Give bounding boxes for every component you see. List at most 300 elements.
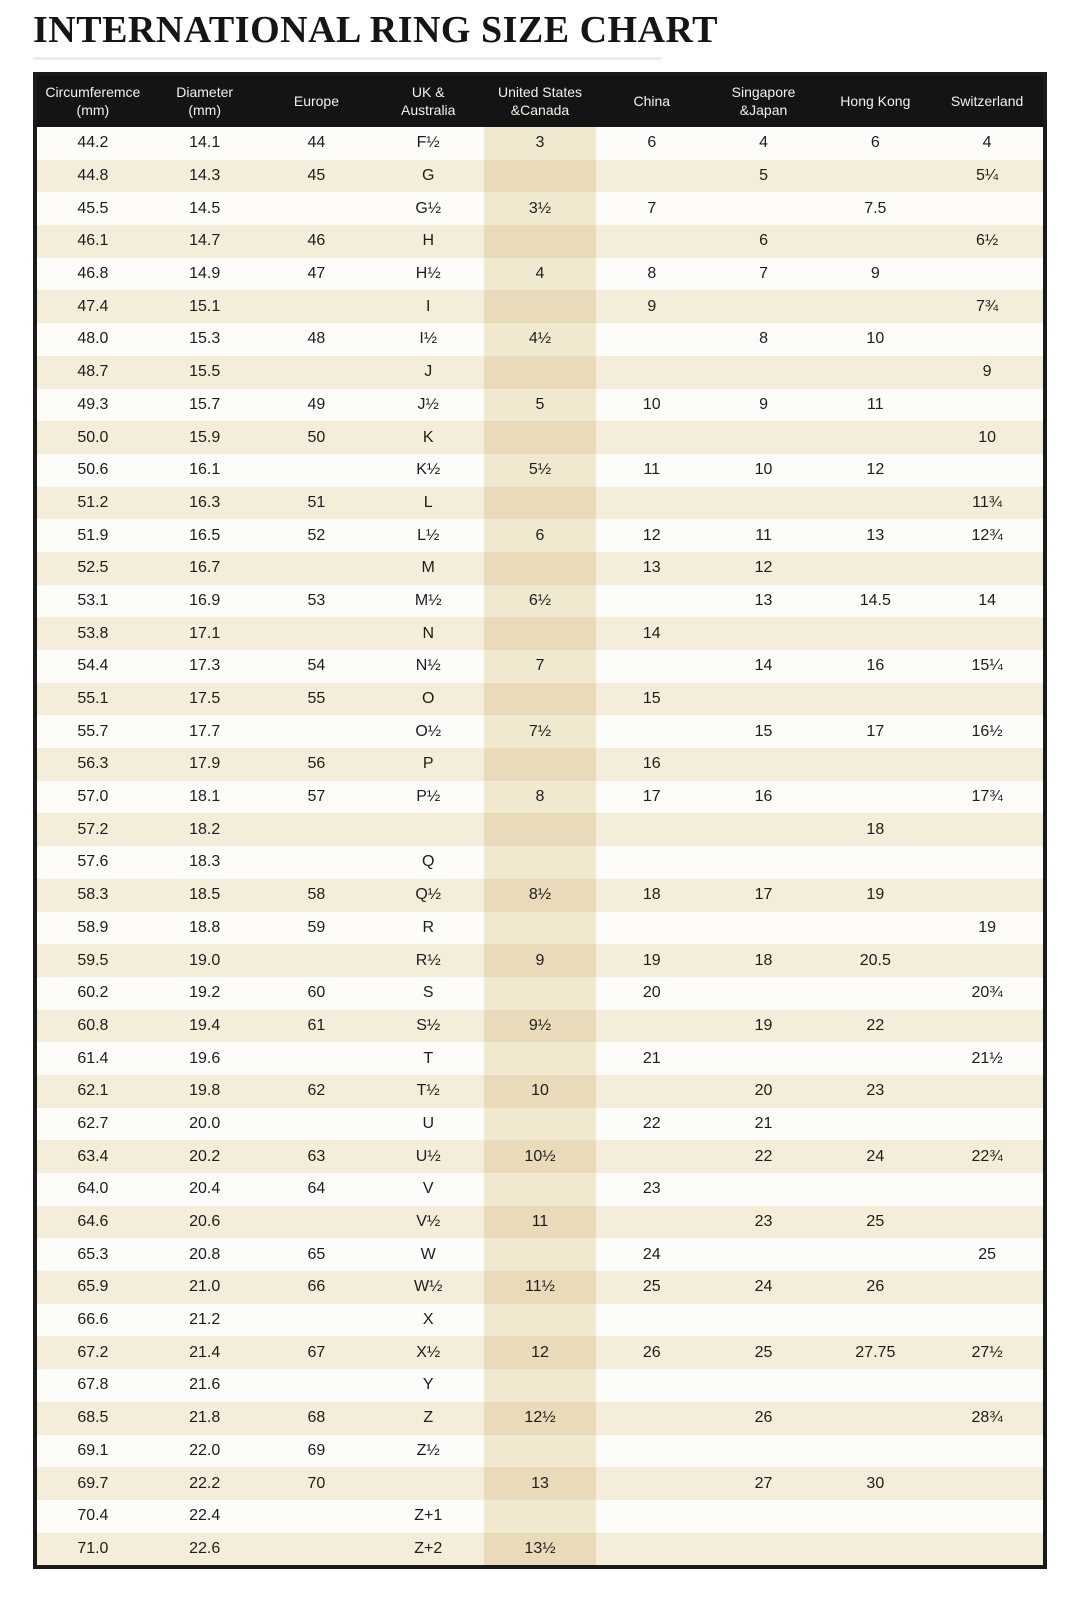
cell-china <box>596 1304 708 1337</box>
table-row <box>37 585 1043 618</box>
cell-circumference: 64.6 <box>77 1213 109 1231</box>
cell-singapore-japan <box>708 356 820 389</box>
cell-china: 20 <box>642 984 661 1002</box>
cell-circumference: 46.8 <box>77 265 109 283</box>
cell-circumference: 53.1 <box>77 591 109 609</box>
cell-uk-australia: H½ <box>415 265 441 283</box>
cell-switzerland: 21½ <box>971 1049 1003 1067</box>
cell-europe: 49 <box>307 395 326 413</box>
cell-europe: 54 <box>307 657 326 675</box>
cell-china <box>596 813 708 846</box>
cell-china <box>596 1533 708 1566</box>
cell-hong-kong: 12 <box>866 461 885 479</box>
table-row <box>37 127 1043 160</box>
cell-hong-kong <box>819 356 931 389</box>
table-row <box>37 1271 1043 1304</box>
cell-hong-kong: 19 <box>866 886 885 904</box>
table-row <box>37 192 1043 225</box>
cell-singapore-japan <box>708 1435 820 1468</box>
cell-switzerland: 11¾ <box>972 493 1003 511</box>
cell-us-canada: 4 <box>484 258 596 291</box>
cell-europe <box>261 1304 373 1337</box>
cell-singapore-japan: 13 <box>754 591 773 609</box>
cell-diameter: 14.5 <box>189 199 221 217</box>
cell-switzerland <box>931 1304 1043 1337</box>
cell-singapore-japan: 14 <box>754 657 773 675</box>
cell-switzerland: 27½ <box>971 1343 1003 1361</box>
table-row <box>37 1010 1043 1043</box>
cell-circumference: 68.5 <box>77 1409 109 1427</box>
table-row <box>37 1500 1043 1533</box>
cell-uk-australia: L½ <box>417 526 440 544</box>
cell-diameter: 16.3 <box>189 493 221 511</box>
cell-singapore-japan: 5 <box>759 167 768 185</box>
cell-europe: 60 <box>307 984 326 1002</box>
cell-hong-kong: 24 <box>866 1147 885 1165</box>
cell-china: 12 <box>642 526 661 544</box>
cell-uk-australia: G <box>421 167 435 185</box>
cell-switzerland <box>931 1500 1043 1533</box>
cell-diameter: 18.8 <box>189 918 221 936</box>
cell-us-canada: 11½ <box>484 1271 596 1304</box>
cell-circumference: 51.9 <box>77 526 109 544</box>
cell-uk-australia: N <box>422 624 434 642</box>
cell-us-canada <box>484 683 596 716</box>
cell-europe: 53 <box>307 591 326 609</box>
cell-europe: 50 <box>307 428 326 446</box>
cell-singapore-japan: 12 <box>754 559 773 577</box>
cell-europe <box>261 617 373 650</box>
cell-circumference: 53.8 <box>77 624 109 642</box>
cell-circumference: 67.2 <box>77 1343 109 1361</box>
cell-switzerland: 28¾ <box>971 1409 1003 1427</box>
cell-china: 23 <box>642 1180 661 1198</box>
cell-singapore-japan: 4 <box>759 134 768 152</box>
cell-us-canada: 8 <box>484 781 596 814</box>
cell-hong-kong: 16 <box>866 657 885 675</box>
table-row <box>37 1533 1043 1566</box>
table-row <box>37 715 1043 748</box>
cell-europe: 61 <box>307 1016 326 1034</box>
cell-hong-kong: 25 <box>866 1213 885 1231</box>
cell-us-canada: 5 <box>484 389 596 422</box>
cell-singapore-japan: 8 <box>759 330 768 348</box>
cell-diameter: 20.4 <box>189 1180 221 1198</box>
cell-diameter: 20.2 <box>189 1147 221 1165</box>
cell-diameter: 17.9 <box>189 755 221 773</box>
cell-china <box>596 585 708 618</box>
cell-singapore-japan: 22 <box>754 1147 773 1165</box>
cell-us-canada <box>484 290 596 323</box>
cell-singapore-japan: 25 <box>754 1343 773 1361</box>
cell-china <box>596 846 708 879</box>
cell-hong-kong <box>819 781 931 814</box>
cell-diameter: 14.9 <box>189 265 221 283</box>
table-row <box>37 650 1043 683</box>
cell-europe: 57 <box>307 788 326 806</box>
cell-circumference: 52.5 <box>77 559 109 577</box>
cell-circumference: 57.2 <box>77 820 109 838</box>
table-row <box>37 1206 1043 1239</box>
cell-switzerland <box>931 1533 1043 1566</box>
cell-hong-kong: 7.5 <box>864 199 887 217</box>
cell-circumference: 66.6 <box>77 1311 109 1329</box>
cell-circumference: 60.2 <box>77 984 109 1002</box>
cell-circumference: 70.4 <box>77 1507 109 1525</box>
cell-europe: 65 <box>307 1245 326 1263</box>
cell-uk-australia <box>372 1467 484 1500</box>
cell-hong-kong: 6 <box>870 134 880 152</box>
cell-hong-kong: 26 <box>866 1278 885 1296</box>
cell-uk-australia: H <box>422 232 434 250</box>
cell-diameter: 21.0 <box>189 1278 221 1296</box>
cell-europe: 46 <box>307 232 326 250</box>
cell-circumference: 45.5 <box>77 199 109 217</box>
table-row <box>37 1140 1043 1173</box>
cell-china <box>596 225 708 258</box>
cell-circumference: 58.9 <box>77 918 109 936</box>
cell-hong-kong <box>819 846 931 879</box>
cell-europe <box>261 944 373 977</box>
cell-china <box>596 1010 708 1043</box>
cell-europe: 51 <box>307 493 326 511</box>
cell-europe <box>261 813 373 846</box>
cell-diameter: 18.1 <box>189 788 221 806</box>
cell-uk-australia: P½ <box>416 788 441 806</box>
cell-diameter: 19.8 <box>189 1082 221 1100</box>
table-row <box>37 1402 1043 1435</box>
cell-hong-kong <box>819 487 931 520</box>
table-row <box>37 944 1043 977</box>
table-row <box>37 1173 1043 1206</box>
cell-hong-kong <box>819 1500 931 1533</box>
cell-europe <box>261 1500 373 1533</box>
cell-china: 15 <box>642 690 661 708</box>
cell-switzerland: 10 <box>978 428 996 446</box>
cell-uk-australia: M <box>421 559 435 577</box>
cell-hong-kong <box>819 421 931 454</box>
table-row <box>37 258 1043 291</box>
cell-diameter: 20.0 <box>189 1114 221 1132</box>
cell-diameter: 15.7 <box>189 395 221 413</box>
cell-china: 22 <box>642 1114 661 1132</box>
cell-diameter: 15.5 <box>189 363 221 381</box>
cell-diameter: 18.3 <box>189 853 221 871</box>
cell-uk-australia: W <box>420 1245 436 1263</box>
cell-hong-kong <box>819 1533 931 1566</box>
cell-diameter: 19.6 <box>189 1049 221 1067</box>
cell-diameter: 19.0 <box>189 951 221 969</box>
cell-diameter: 18.2 <box>189 820 221 838</box>
cell-us-canada <box>484 1500 596 1533</box>
cell-china <box>596 1402 708 1435</box>
cell-china: 6 <box>647 134 657 152</box>
cell-uk-australia: Z+2 <box>414 1539 443 1557</box>
cell-singapore-japan <box>708 1042 820 1075</box>
cell-switzerland <box>931 813 1043 846</box>
cell-europe: 64 <box>307 1180 326 1198</box>
cell-singapore-japan <box>708 192 820 225</box>
cell-circumference: 47.4 <box>77 297 109 315</box>
cell-singapore-japan: 21 <box>754 1114 773 1132</box>
cell-uk-australia: T½ <box>416 1082 440 1100</box>
table-row <box>37 1042 1043 1075</box>
cell-switzerland <box>931 846 1043 879</box>
cell-switzerland <box>931 879 1043 912</box>
cell-singapore-japan <box>708 290 820 323</box>
cell-europe: 59 <box>307 918 326 936</box>
cell-diameter: 21.2 <box>189 1311 221 1329</box>
table-row <box>37 846 1043 879</box>
table-row <box>37 389 1043 422</box>
cell-switzerland <box>931 748 1043 781</box>
table-row <box>37 421 1043 454</box>
cell-circumference: 46.1 <box>77 232 109 250</box>
cell-china <box>596 421 708 454</box>
cell-us-canada: 11 <box>484 1206 596 1239</box>
cell-europe <box>261 552 373 585</box>
cell-us-canada: 6 <box>484 519 596 552</box>
cell-circumference: 57.0 <box>77 788 109 806</box>
cell-circumference: 62.1 <box>77 1082 109 1100</box>
cell-europe <box>261 290 373 323</box>
cell-diameter: 21.4 <box>189 1343 221 1361</box>
cell-diameter: 17.5 <box>189 690 221 708</box>
table-row <box>37 1467 1043 1500</box>
cell-hong-kong <box>819 1108 931 1141</box>
cell-china: 11 <box>643 461 661 479</box>
cell-china: 24 <box>642 1245 661 1263</box>
cell-china <box>596 356 708 389</box>
cell-diameter: 14.7 <box>189 232 221 250</box>
cell-europe <box>261 1533 373 1566</box>
cell-switzerland <box>931 389 1043 422</box>
column-header-hong-kong: Hong Kong <box>840 92 911 109</box>
cell-switzerland <box>931 683 1043 716</box>
cell-us-canada <box>484 912 596 945</box>
cell-europe <box>261 1369 373 1402</box>
cell-europe: 66 <box>307 1278 326 1296</box>
cell-us-canada: 4½ <box>484 323 596 356</box>
cell-hong-kong: 30 <box>866 1474 885 1492</box>
cell-diameter: 18.5 <box>189 886 221 904</box>
cell-singapore-japan: 19 <box>754 1016 773 1034</box>
cell-singapore-japan <box>708 1173 820 1206</box>
cell-europe <box>261 1206 373 1239</box>
cell-hong-kong <box>819 1402 931 1435</box>
table-body <box>37 127 1043 1565</box>
cell-switzerland: 12¾ <box>971 526 1003 544</box>
cell-china <box>596 323 708 356</box>
cell-diameter: 15.3 <box>189 330 221 348</box>
cell-us-canada <box>484 1435 596 1468</box>
cell-switzerland: 14 <box>978 591 996 609</box>
cell-us-canada <box>484 846 596 879</box>
cell-switzerland <box>931 1467 1043 1500</box>
cell-uk-australia <box>372 813 484 846</box>
cell-switzerland: 5¼ <box>975 167 999 185</box>
cell-diameter: 16.7 <box>189 559 221 577</box>
cell-uk-australia: I½ <box>419 330 438 348</box>
cell-china <box>596 1467 708 1500</box>
cell-uk-australia: M½ <box>414 591 442 609</box>
table-row <box>37 781 1043 814</box>
cell-us-canada: 10 <box>484 1075 596 1108</box>
cell-singapore-japan <box>708 617 820 650</box>
cell-us-canada: 13½ <box>484 1533 596 1566</box>
cell-uk-australia: Z½ <box>416 1441 440 1459</box>
cell-circumference: 67.8 <box>77 1376 109 1394</box>
column-header-uk-australia: UK & Australia <box>400 84 456 118</box>
cell-switzerland <box>931 617 1043 650</box>
table-row <box>37 1336 1043 1369</box>
cell-circumference: 58.3 <box>77 886 109 904</box>
cell-us-canada: 5½ <box>484 454 596 487</box>
title-underline <box>33 57 661 60</box>
cell-europe: 56 <box>307 755 326 773</box>
cell-switzerland <box>931 1206 1043 1239</box>
cell-europe: 48 <box>307 330 326 348</box>
cell-us-canada: 10½ <box>484 1140 596 1173</box>
cell-uk-australia: U <box>422 1114 434 1132</box>
cell-china <box>596 715 708 748</box>
cell-uk-australia: S½ <box>416 1016 441 1034</box>
cell-circumference: 48.7 <box>77 363 109 381</box>
cell-circumference: 59.5 <box>77 951 109 969</box>
cell-hong-kong <box>819 683 931 716</box>
cell-singapore-japan: 20 <box>754 1082 773 1100</box>
cell-circumference: 44.8 <box>77 167 109 185</box>
cell-hong-kong <box>819 160 931 193</box>
cell-diameter: 17.3 <box>189 657 221 675</box>
cell-china: 9 <box>647 297 657 315</box>
cell-switzerland <box>931 323 1043 356</box>
table-row <box>37 1108 1043 1141</box>
cell-china: 8 <box>647 265 657 283</box>
table-row <box>37 1304 1043 1337</box>
cell-china: 13 <box>642 559 661 577</box>
cell-uk-australia: S <box>422 984 434 1002</box>
cell-hong-kong <box>819 225 931 258</box>
cell-circumference: 60.8 <box>77 1016 109 1034</box>
column-header-switzerland: Switzerland <box>950 92 1024 109</box>
cell-uk-australia: U½ <box>415 1147 441 1165</box>
cell-circumference: 49.3 <box>77 395 109 413</box>
cell-china: 26 <box>642 1343 661 1361</box>
cell-us-canada: 6½ <box>484 585 596 618</box>
cell-europe: 63 <box>307 1147 326 1165</box>
cell-circumference: 54.4 <box>77 657 109 675</box>
cell-china <box>596 912 708 945</box>
cell-europe: 45 <box>307 167 326 185</box>
cell-switzerland: 16½ <box>971 722 1003 740</box>
cell-circumference: 71.0 <box>77 1539 109 1557</box>
cell-uk-australia: T <box>423 1049 434 1067</box>
cell-switzerland: 19 <box>978 918 996 936</box>
cell-hong-kong: 17 <box>866 722 885 740</box>
cell-china <box>596 1140 708 1173</box>
cell-uk-australia: N½ <box>415 657 441 675</box>
cell-singapore-japan <box>708 487 820 520</box>
cell-china <box>596 1435 708 1468</box>
cell-hong-kong <box>819 1238 931 1271</box>
cell-hong-kong <box>819 1173 931 1206</box>
cell-switzerland: 7¾ <box>975 297 999 315</box>
cell-hong-kong <box>819 912 931 945</box>
cell-circumference: 50.0 <box>77 428 109 446</box>
cell-europe: 62 <box>307 1082 326 1100</box>
cell-switzerland <box>931 1369 1043 1402</box>
cell-uk-australia: O <box>421 690 435 708</box>
cell-circumference: 65.9 <box>77 1278 109 1296</box>
cell-europe: 67 <box>307 1343 326 1361</box>
cell-china: 17 <box>642 788 661 806</box>
table-row <box>37 1369 1043 1402</box>
cell-us-canada: 9 <box>484 944 596 977</box>
cell-diameter: 21.6 <box>189 1376 221 1394</box>
cell-us-canada: 12½ <box>484 1402 596 1435</box>
cell-singapore-japan: 16 <box>754 788 773 806</box>
cell-switzerland: 15¼ <box>971 657 1003 675</box>
cell-circumference: 64.0 <box>77 1180 109 1198</box>
cell-europe: 69 <box>307 1441 326 1459</box>
cell-diameter: 22.0 <box>189 1441 221 1459</box>
cell-us-canada <box>484 977 596 1010</box>
cell-diameter: 14.1 <box>189 134 221 152</box>
cell-hong-kong: 10 <box>866 330 885 348</box>
cell-europe: 70 <box>307 1474 326 1492</box>
table-row <box>37 879 1043 912</box>
cell-us-canada: 3 <box>484 127 596 160</box>
cell-singapore-japan: 6 <box>759 232 768 250</box>
cell-circumference: 62.7 <box>77 1114 109 1132</box>
cell-circumference: 55.7 <box>77 722 109 740</box>
cell-us-canada <box>484 225 596 258</box>
cell-circumference: 55.1 <box>77 690 109 708</box>
cell-singapore-japan <box>708 1500 820 1533</box>
cell-us-canada <box>484 813 596 846</box>
ring-size-table <box>33 72 1047 1569</box>
table-row <box>37 225 1043 258</box>
cell-europe: 58 <box>307 886 326 904</box>
table-row <box>37 683 1043 716</box>
table-row <box>37 617 1043 650</box>
cell-diameter: 14.3 <box>189 167 221 185</box>
cell-switzerland: 20¾ <box>971 984 1003 1002</box>
cell-uk-australia: K½ <box>416 461 441 479</box>
cell-diameter: 19.2 <box>189 984 221 1002</box>
cell-china: 18 <box>642 886 661 904</box>
cell-us-canada <box>484 1108 596 1141</box>
cell-hong-kong <box>819 1304 931 1337</box>
cell-switzerland: 22¾ <box>971 1147 1003 1165</box>
cell-us-canada <box>484 617 596 650</box>
cell-us-canada: 13 <box>484 1467 596 1500</box>
cell-china: 10 <box>642 395 661 413</box>
cell-circumference: 48.0 <box>77 330 109 348</box>
cell-uk-australia: Z+1 <box>414 1507 443 1525</box>
column-header-us-canada: United States &Canada <box>497 84 583 118</box>
cell-hong-kong: 9 <box>870 265 880 283</box>
cell-diameter: 22.2 <box>189 1474 221 1492</box>
cell-us-canada: 12 <box>484 1336 596 1369</box>
cell-switzerland <box>931 454 1043 487</box>
cell-uk-australia: V <box>422 1180 434 1198</box>
cell-uk-australia: R½ <box>415 951 441 969</box>
cell-switzerland: 6½ <box>975 232 999 250</box>
cell-diameter: 15.9 <box>189 428 221 446</box>
cell-diameter: 22.6 <box>189 1539 221 1557</box>
